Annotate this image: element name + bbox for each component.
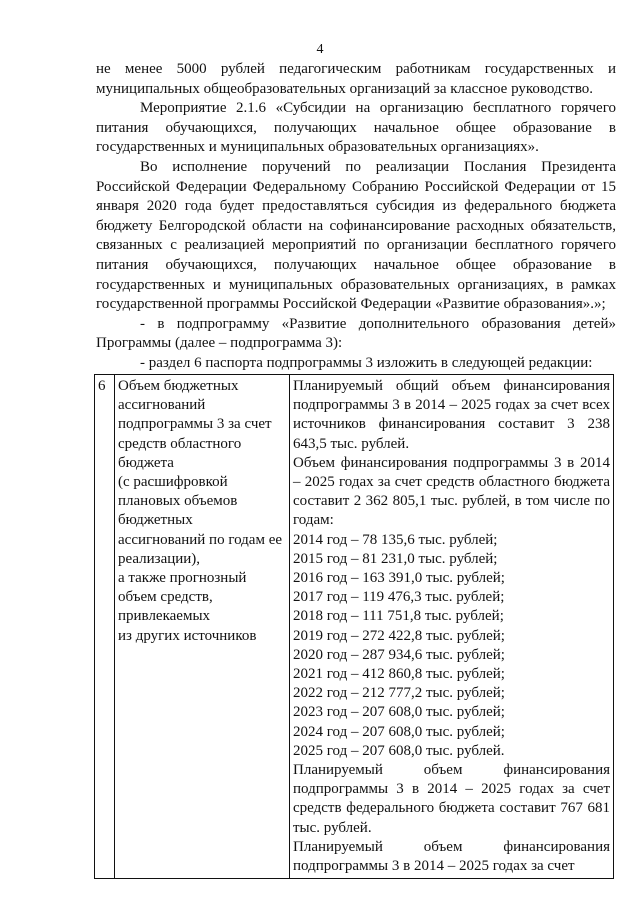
page-number: 4 — [316, 42, 324, 57]
label-line: привлекаемых — [118, 608, 211, 625]
label-line: бюджета — [118, 454, 174, 471]
federal-financing-text: Планируемый объем финансирования подпрограммы 3 в 2014 – 2025 годах за счет средств федерального бюджета составит 767 681 тыс. рублей. — [293, 762, 610, 836]
paragraph-presidential-address: Во исполнение поручений по реализации Послания Президента Российской Федерации Федеральному Собранию Российской Федерации от 15 января 2020 года будет предоставляться субсидия из федерального бюджета бюджету Белгородской области на софинансирование расходных обязательств, связанных с реализацией мероприятий по организации бесплатного горячего питания обучающихся, получающих начальное общее образование в государственных и муниципальных образовательных организациях, в рамках государственной программы Российской Федерации «Развитие образования».»; — [96, 158, 616, 313]
year-amount: 2021 год – 412 860,8 тыс. рублей; — [293, 666, 505, 683]
regional-financing-text: Объем финансирования подпрограммы 3 в 2014 – 2025 годах за счет средств областного бюджета составит 2 362 805,1 тыс. рублей, в том числе по годам: — [293, 454, 610, 529]
total-financing-text: Планируемый общий объем финансирования подпрограммы 3 в 2014 – 2025 годах за счет всех источников финансирования составит 3 238 643,5 тыс. рублей. — [293, 378, 610, 452]
paragraph-subprogram-3: - в подпрограмму «Развитие дополнительного образования детей» Программы (далее – подпрограмма 3): — [96, 315, 616, 352]
label-line: реализации), — [118, 550, 201, 567]
other-financing-text: Планируемый объем финансирования подпрограммы 3 в 2014 – 2025 годах за счет — [293, 838, 610, 875]
body-text — [96, 60, 616, 374]
label-line: из других источников — [118, 627, 257, 644]
label-line: ассигнований по годам ее — [118, 531, 283, 548]
row-number-cell: 6 — [95, 375, 115, 879]
paragraph-measure-2-1-6: Мероприятие 2.1.6 «Субсидии на организацию бесплатного горячего питания обучающихся, получающих начальное общее образование в государственных и муниципальных образовательных организациях». — [96, 100, 616, 156]
year-amount: 2015 год – 81 231,0 тыс. рублей; — [293, 550, 498, 567]
financing-details-cell — [290, 375, 614, 879]
paragraph-continuation: не менее 5000 рублей педагогическим работникам государственных и муниципальных общеобразовательных организаций за классное руководство. — [96, 61, 616, 97]
paragraph-section-6-instruction: - раздел 6 паспорта подпрограммы 3 изложить в следующей редакции: — [140, 354, 593, 371]
label-line: а также прогнозный — [118, 570, 247, 587]
year-amount: 2023 год – 207 608,0 тыс. рублей; — [293, 704, 505, 721]
passport-table — [94, 374, 614, 879]
year-amount: 2014 год – 78 135,6 тыс. рублей; — [293, 531, 498, 548]
label-line: объем средств, — [118, 589, 213, 606]
year-amount: 2020 год – 287 934,6 тыс. рублей; — [293, 646, 505, 663]
label-line: бюджетных — [118, 512, 193, 529]
label-line: Объем бюджетных — [118, 378, 239, 394]
year-amount: 2024 год – 207 608,0 тыс. рублей; — [293, 723, 505, 740]
label-line: плановых объемов — [118, 493, 238, 510]
label-line: подпрограммы 3 за счет — [118, 416, 272, 433]
year-amount: 2016 год – 163 391,0 тыс. рублей; — [293, 570, 505, 587]
label-line: ассигнований — [118, 397, 206, 414]
year-amount: 2018 год – 111 751,8 тыс. рублей; — [293, 608, 504, 625]
year-amount: 2019 год – 272 422,8 тыс. рублей; — [293, 627, 505, 644]
table-row — [95, 375, 614, 879]
label-line: средств областного — [118, 435, 242, 452]
year-amount: 2022 год – 212 777,2 тыс. рублей; — [293, 685, 505, 702]
label-line: (с расшифровкой — [118, 474, 228, 491]
row-label-cell — [115, 375, 290, 879]
year-amount: 2025 год – 207 608,0 тыс. рублей. — [293, 742, 505, 759]
year-amount: 2017 год – 119 476,3 тыс. рублей; — [293, 589, 505, 606]
